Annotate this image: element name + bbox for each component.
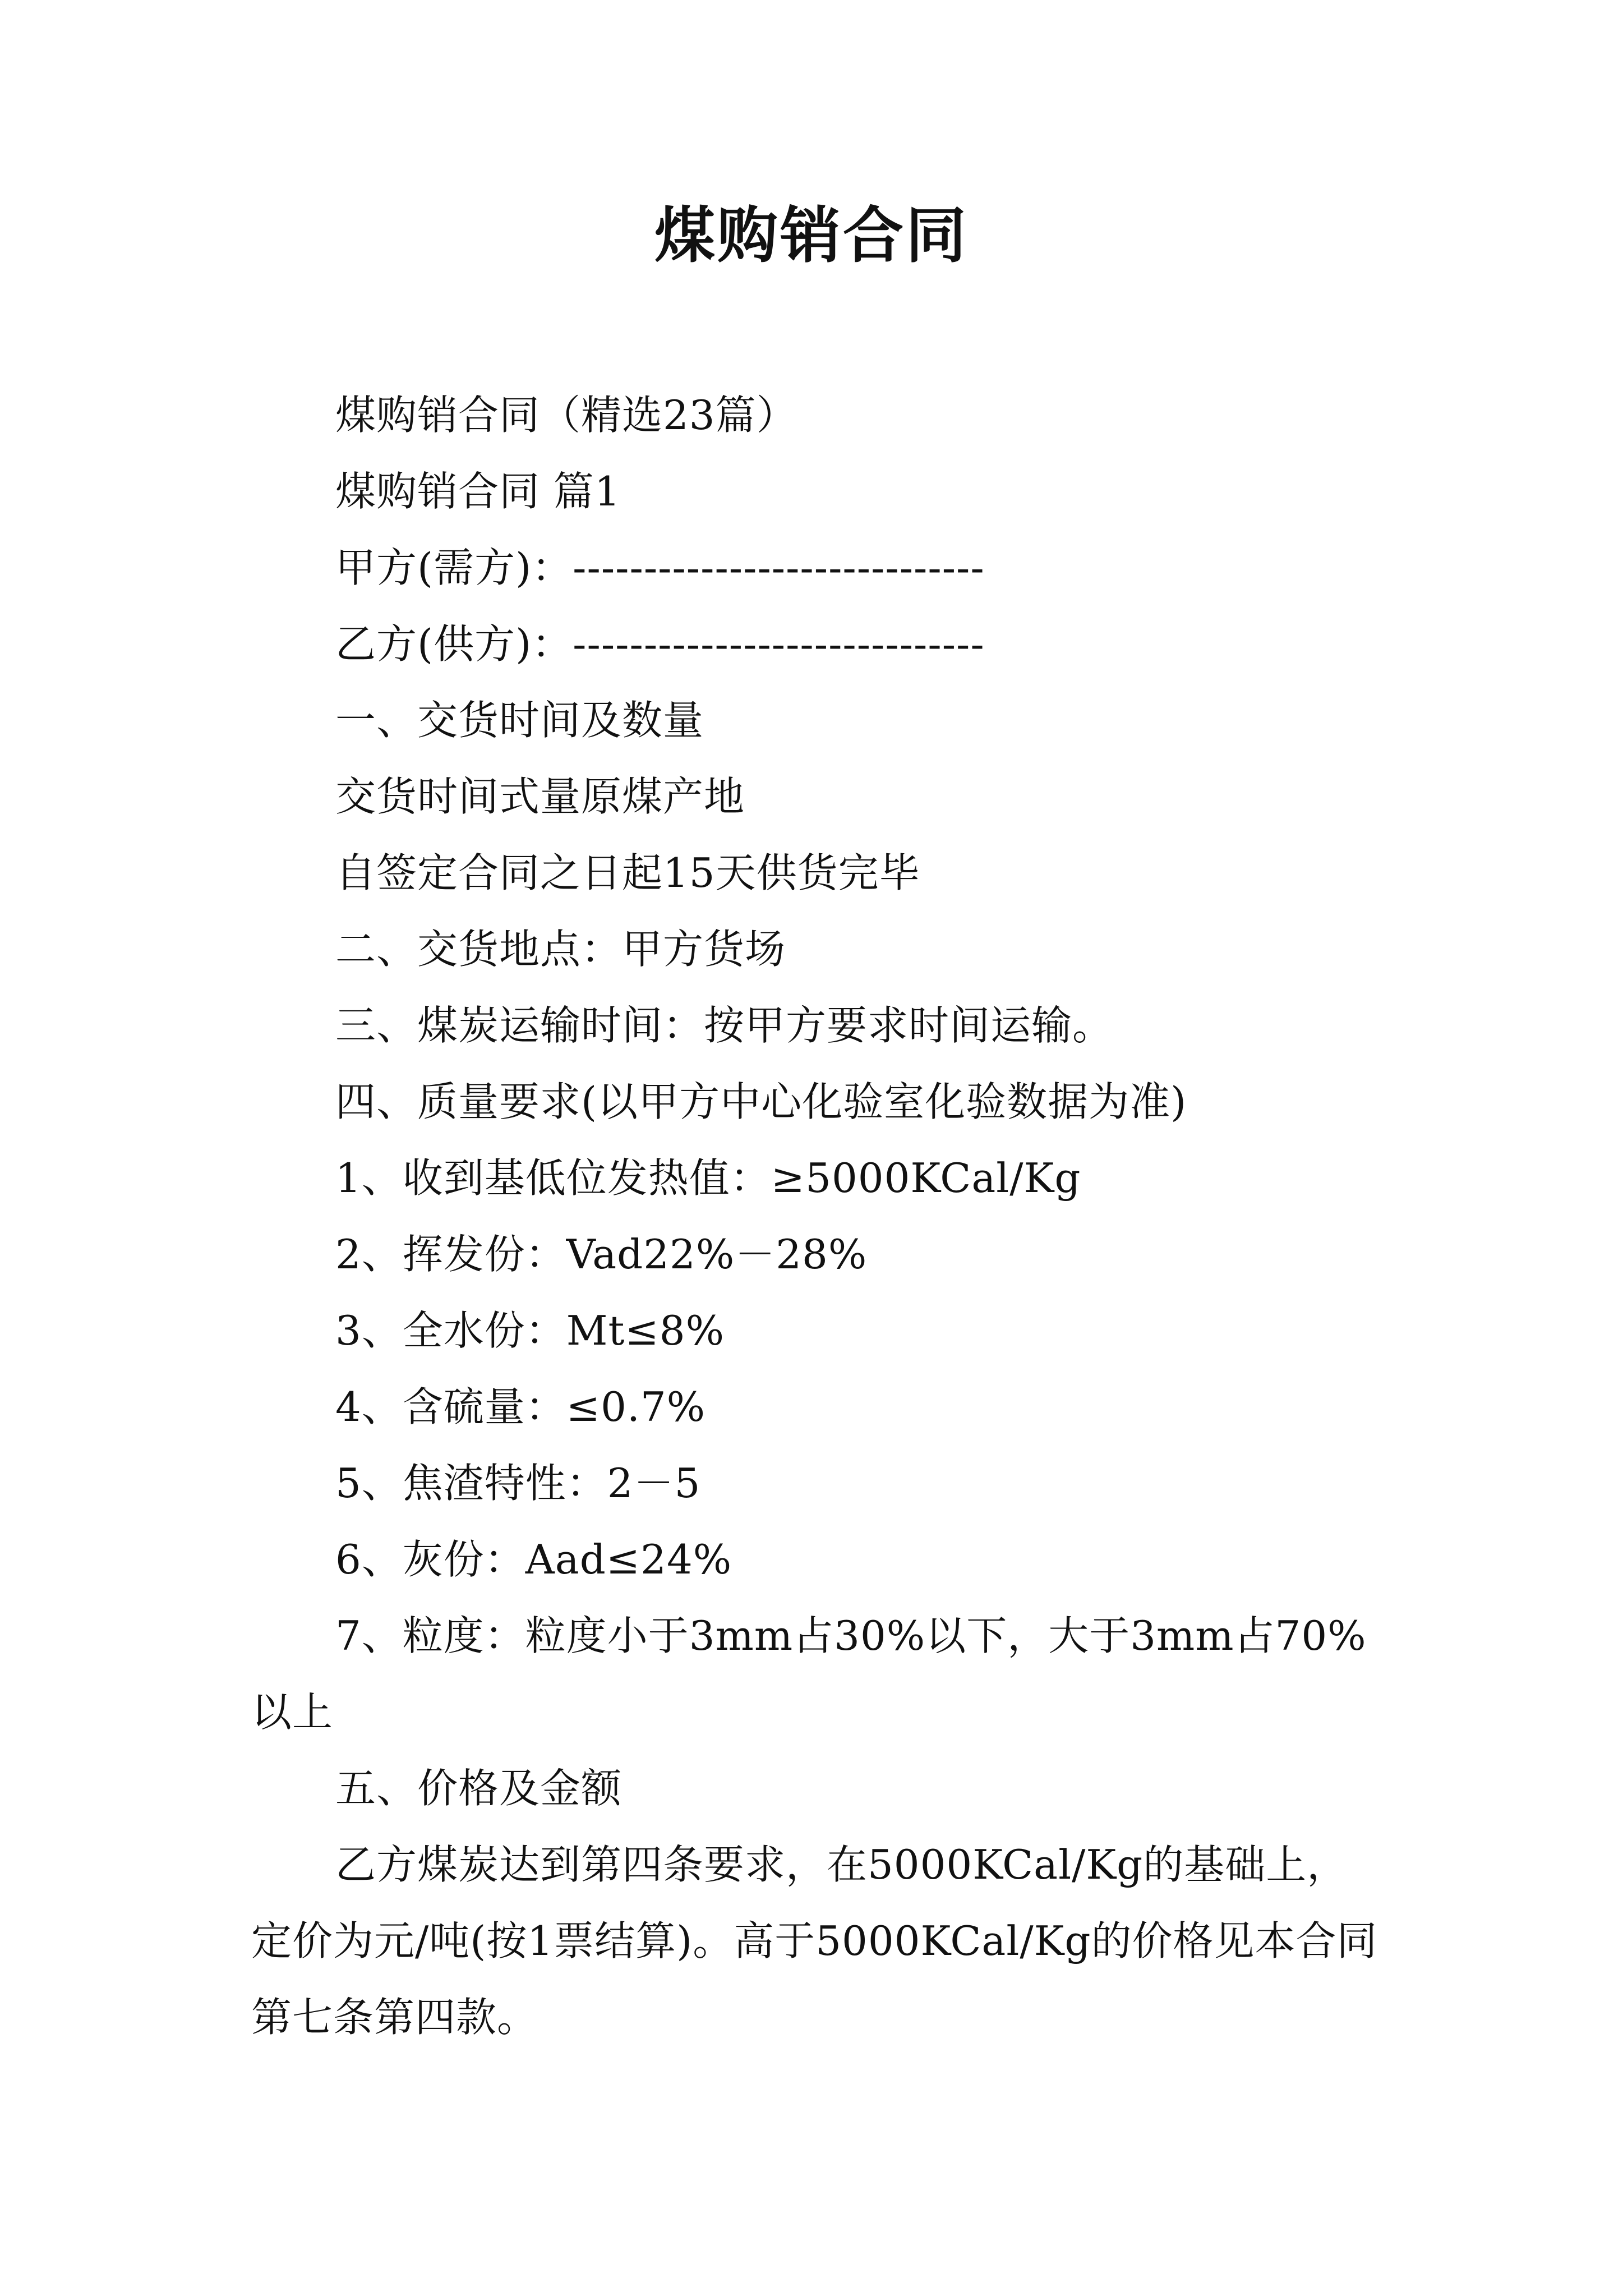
paragraph-clause-5-detail: 乙方煤炭达到第四条要求，在5000KCal/Kg的基础上，定价为元/吨(按1票结算)。高于5000KCal/Kg的价格见本合同第七条第四款。 [251, 1841, 1378, 2041]
paragraph-clause-1-heading: 一、交货时间及数量 [335, 697, 704, 744]
paragraph-collection-title: 煤购销合同（精选23篇） [335, 392, 797, 439]
paragraph-quality-item-5: 5、焦渣特性：2－5 [335, 1460, 701, 1507]
paragraph-quality-item-2: 2、挥发份：Vad22%－28% [335, 1231, 868, 1278]
paragraph-section-heading: 煤购销合同 篇1 [335, 468, 621, 515]
paragraph-party-a: 甲方(需方)：----------------------------- [335, 544, 985, 591]
document-title: 煤购销合同 [654, 200, 969, 271]
paragraph-clause-3: 三、煤炭运输时间：按甲方要求时间运输。 [335, 1002, 1114, 1049]
paragraph-quality-item-6: 6、灰份：Aad≤24% [335, 1536, 732, 1583]
document-body [251, 377, 1384, 2055]
paragraph-clause-1-columns: 交货时间式量原煤产地 [335, 773, 745, 820]
paragraph-party-b: 乙方(供方)：----------------------------- [335, 620, 985, 668]
paragraph-clause-5-heading: 五、价格及金额 [335, 1765, 623, 1812]
paragraph-clause-2: 二、交货地点：甲方货场 [335, 926, 786, 973]
paragraph-quality-item-7: 7、粒度：粒度小于3mm占30%以下，大于3mm占70%以上 [251, 1612, 1367, 1736]
paragraph-quality-item-1: 1、收到基低位发热值：≥5000KCal/Kg [335, 1154, 1081, 1202]
paragraph-clause-4-heading: 四、质量要求(以甲方中心化验室化验数据为准) [335, 1078, 1187, 1125]
paragraph-clause-1-detail: 自签定合同之日起15天供货完毕 [335, 849, 920, 896]
paragraph-quality-item-4: 4、含硫量：≤0.7% [335, 1383, 706, 1430]
paragraph-quality-item-3: 3、全水份：Mt≤8% [335, 1307, 725, 1354]
